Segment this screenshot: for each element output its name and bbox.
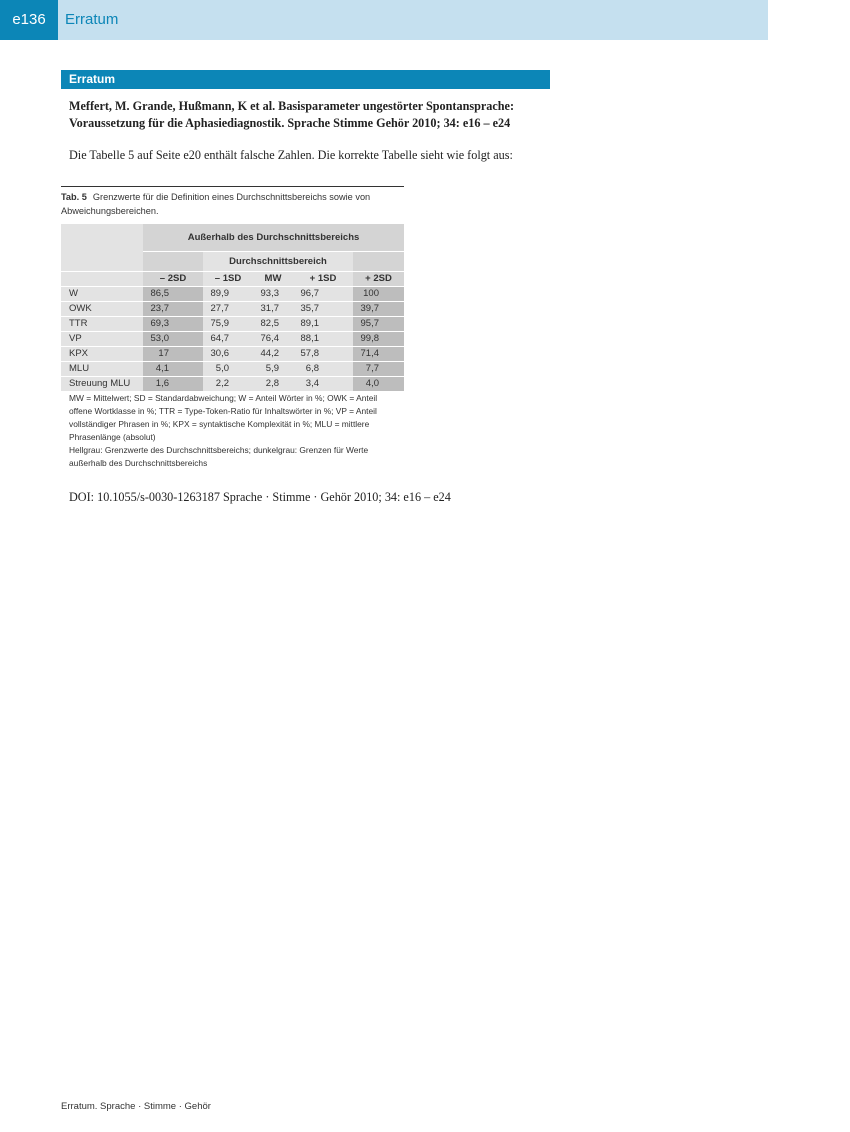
table-cell <box>143 287 203 302</box>
table-cell <box>293 317 353 332</box>
intro-text: Die Tabelle 5 auf Seite e20 enthält falsche Zahlen. Die korrekte Tabelle sieht wie folgt aus: <box>69 148 513 162</box>
table-cell <box>143 302 203 317</box>
table-cell <box>203 347 253 362</box>
caption-text: Abweichungsbereichen. <box>61 206 159 216</box>
column-header-blank <box>61 272 143 287</box>
row-label: VP <box>61 332 143 347</box>
table-cell <box>203 302 253 317</box>
doi-text: DOI: 10.1055/s-0030-1263187 Sprache · Stimme · Gehör 2010; 34: e16 – e24 <box>69 490 451 504</box>
table-cell <box>203 287 253 302</box>
table-corner-cell <box>61 224 143 272</box>
table-row <box>61 362 404 377</box>
table-cell <box>293 362 353 377</box>
table-row <box>61 287 404 302</box>
cell-value: 89,1 <box>300 318 319 329</box>
cell-value: 69,3 <box>150 318 169 329</box>
table-cell <box>203 362 253 377</box>
table-cell <box>143 332 203 347</box>
table-cell <box>293 347 353 362</box>
table-notes <box>69 392 399 470</box>
row-label: MLU <box>61 362 143 377</box>
table-cell <box>353 377 404 392</box>
header-title: Erratum <box>65 11 119 28</box>
caption-text: Grenzwerte für die Definition eines Durchschnittsbereichs sowie von <box>92 192 371 202</box>
cell-value: 7,7 <box>365 363 379 374</box>
row-label: OWK <box>61 302 143 317</box>
row-label: TTR <box>61 317 143 332</box>
page-number: e136 <box>0 0 58 40</box>
table-cell <box>143 317 203 332</box>
table-cell <box>253 287 293 302</box>
cell-value: 95,7 <box>360 318 379 329</box>
citation-line: Voraussetzung für die Aphasiediagnostik. Sprache Stimme Gehör 2010; 34: e16 – e24 <box>69 116 511 130</box>
cell-value: 23,7 <box>150 303 169 314</box>
cell-value: 64,7 <box>210 333 229 344</box>
cell-value: 31,7 <box>260 303 279 314</box>
table-caption <box>61 190 406 218</box>
table-cell <box>353 362 404 377</box>
citation-line: Meffert, M. Grande, Hußmann, K et al. Basisparameter ungestörter Spontansprache: <box>69 99 515 113</box>
cell-value: 76,4 <box>260 333 279 344</box>
table-cell <box>143 362 203 377</box>
group-header-inner: Durchschnittsbereich <box>203 252 353 272</box>
cell-value: 2,2 <box>215 378 229 389</box>
table-cell <box>353 332 404 347</box>
page-footer: Erratum. Sprache · Stimme · Gehör <box>61 1101 211 1112</box>
table-cell <box>143 347 203 362</box>
table-top-rule <box>61 186 404 187</box>
table-cell <box>203 317 253 332</box>
table-cell <box>253 347 293 362</box>
column-header: MW <box>253 272 293 287</box>
cell-value: 82,5 <box>260 318 279 329</box>
table-cell <box>293 302 353 317</box>
cell-value: 35,7 <box>300 303 319 314</box>
header-spacer <box>353 252 404 272</box>
table-row <box>61 302 404 317</box>
cell-value: 3,4 <box>305 378 319 389</box>
data-table <box>61 224 404 392</box>
cell-value: 4,1 <box>155 363 169 374</box>
note-line: MW = Mittelwert; SD = Standardabweichung; W = Anteil Wörter in %; OWK = Anteil <box>69 393 378 403</box>
section-heading: Erratum <box>61 70 550 89</box>
header-spacer <box>143 252 203 272</box>
note-line: Phrasenlänge (absolut) <box>69 432 156 442</box>
cell-value: 27,7 <box>210 303 229 314</box>
group-header-outer: Außerhalb des Durchschnittsbereichs <box>143 224 404 252</box>
note-line: Hellgrau: Grenzwerte des Durchschnittsbereichs; dunkelgrau: Grenzen für Werte <box>69 445 369 455</box>
cell-value: 99,8 <box>360 333 379 344</box>
table-cell <box>253 377 293 392</box>
cell-value: 71,4 <box>360 348 379 359</box>
column-header: – 2SD <box>143 272 203 287</box>
table-cell <box>353 302 404 317</box>
table-label: Tab. 5 <box>61 192 87 202</box>
cell-value: 100 <box>363 288 379 299</box>
cell-value: 6,8 <box>305 363 319 374</box>
cell-value: 75,9 <box>210 318 229 329</box>
table-cell <box>203 377 253 392</box>
cell-value: 53,0 <box>150 333 169 344</box>
cell-value: 88,1 <box>300 333 319 344</box>
cell-value: 1,6 <box>155 378 169 389</box>
table-row <box>61 332 404 347</box>
cell-value: 5,9 <box>265 363 279 374</box>
row-label: W <box>61 287 143 302</box>
table-cell <box>293 332 353 347</box>
table-cell <box>353 317 404 332</box>
note-line: vollständiger Phrasen in %; KPX = syntaktische Komplexität in %; MLU = mittlere <box>69 419 370 429</box>
table-cell <box>143 377 203 392</box>
citation <box>69 98 559 132</box>
cell-value: 44,2 <box>260 348 279 359</box>
note-line: offene Wortklasse in %; TTR = Type-Token-Ratio für Inhaltswörter in %; VP = Anteil <box>69 406 377 416</box>
cell-value: 2,8 <box>265 378 279 389</box>
cell-value: 89,9 <box>210 288 229 299</box>
table-row <box>61 377 404 392</box>
cell-value: 93,3 <box>260 288 279 299</box>
table-cell <box>253 317 293 332</box>
cell-value: 39,7 <box>360 303 379 314</box>
table-cell <box>293 377 353 392</box>
column-header: – 1SD <box>203 272 253 287</box>
table-cell <box>203 332 253 347</box>
table-cell <box>353 347 404 362</box>
column-header: + 2SD <box>353 272 404 287</box>
column-header: + 1SD <box>293 272 353 287</box>
cell-value: 5,0 <box>215 363 229 374</box>
table-cell <box>353 287 404 302</box>
cell-value: 17 <box>158 348 169 359</box>
cell-value: 96,7 <box>300 288 319 299</box>
cell-value: 30,6 <box>210 348 229 359</box>
note-line: außerhalb des Durchschnittsbereichs <box>69 458 208 468</box>
table-cell <box>253 302 293 317</box>
cell-value: 57,8 <box>300 348 319 359</box>
table-cell <box>253 362 293 377</box>
table-cell <box>293 287 353 302</box>
table-row <box>61 347 404 362</box>
table-row <box>61 317 404 332</box>
cell-value: 4,0 <box>365 378 379 389</box>
row-label: Streuung MLU <box>61 377 143 392</box>
cell-value: 86,5 <box>150 288 169 299</box>
row-label: KPX <box>61 347 143 362</box>
table-cell <box>253 332 293 347</box>
